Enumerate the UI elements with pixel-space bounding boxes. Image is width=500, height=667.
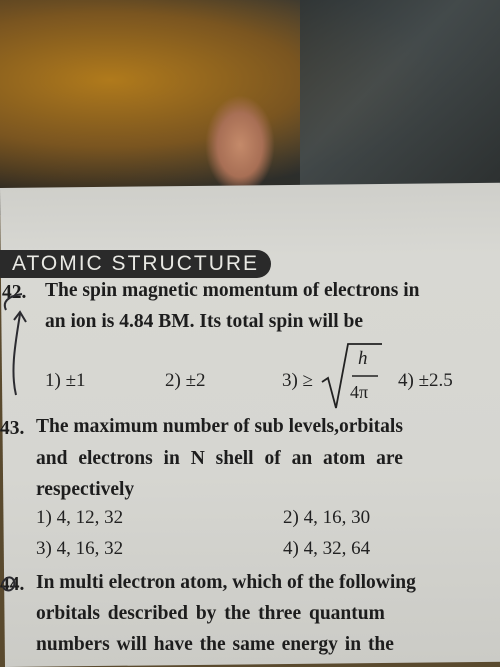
pen-tick-mark (0, 572, 25, 596)
question-text-line: respectively (36, 479, 135, 500)
question-text-line: In multi electron atom, which of the following (36, 572, 416, 593)
question-text-line: numbers will have the same energy in the (36, 634, 394, 655)
option-2: 2) ±2 (165, 370, 206, 391)
sqrt-formula (282, 342, 392, 412)
pen-circle-mark (0, 290, 40, 400)
background-hand (205, 95, 275, 195)
question-number: 44. (0, 574, 25, 595)
question-number: 42. (2, 282, 27, 303)
option-3: 3) ≥ (282, 370, 314, 391)
background-fabric (300, 0, 500, 200)
option-1: 1) ±1 (45, 370, 86, 391)
option-1: 1) 4, 12, 32 (36, 507, 124, 528)
option-4: 4) 4, 32, 64 (283, 538, 371, 559)
question-text-line: The spin magnetic momentum of electrons in (45, 280, 420, 301)
question-text-line: The maximum number of sub levels,orbitals (36, 416, 403, 437)
question-text-line: and electrons in N shell of an atom are (36, 448, 403, 469)
sqrt-sign-icon (282, 342, 392, 412)
question-text-line: an ion is 4.84 BM. Its total spin will be (45, 311, 364, 332)
question-number: 43. (0, 418, 25, 439)
question-text-line: orbitals described by the three quantum (36, 603, 385, 624)
formula-numerator: h (358, 348, 368, 369)
option-2: 2) 4, 16, 30 (283, 507, 371, 528)
formula-denominator: 4π (350, 382, 369, 402)
section-title: ATOMIC STRUCTURE (0, 250, 271, 278)
option-4: 4) ±2.5 (398, 370, 453, 391)
option-3: 3) 4, 16, 32 (36, 538, 124, 559)
